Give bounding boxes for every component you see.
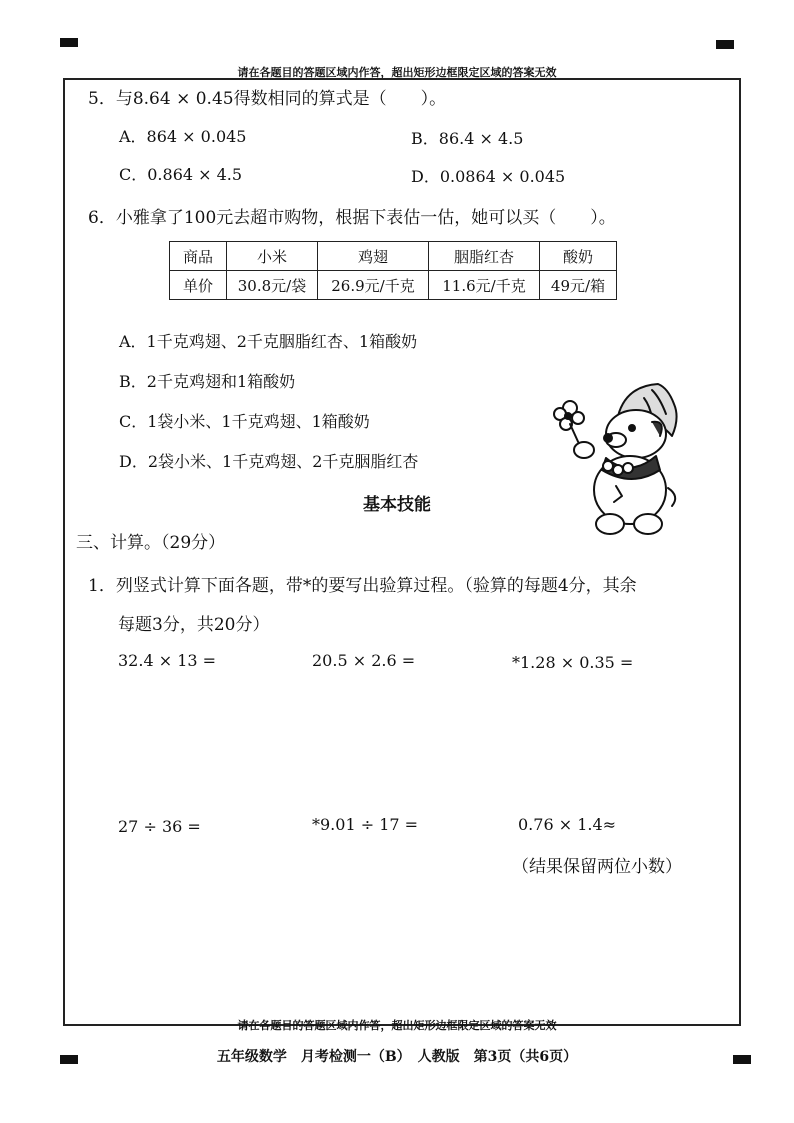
q6-option-b: B．2千克鸡翅和1箱酸奶 [119, 372, 296, 391]
expression-3: *1.28 × 0.35 = [512, 653, 634, 672]
question-6-stem: 6．小雅拿了100元去超市购物，根据下表估一估，她可以买（ ）。 [88, 208, 616, 228]
expression-5: *9.01 ÷ 17 = [312, 815, 419, 834]
q5-option-c: C．0.864 × 4.5 [119, 165, 243, 184]
table-cell: 小米 [227, 242, 318, 271]
header-notice: 请在各题目的答题区域内作答，超出矩形边框限定区域的答案无效 [237, 66, 557, 79]
registration-mark-top-right [716, 40, 734, 49]
expression-2: 20.5 × 2.6 = [312, 651, 416, 670]
expression-4: 27 ÷ 36 = [118, 817, 201, 836]
table-cell: 商品 [170, 242, 227, 271]
table-cell: 单价 [170, 271, 227, 300]
rounding-note: （结果保留两位小数） [512, 857, 682, 877]
q5-option-a: A．864 × 0.045 [119, 127, 247, 146]
table-cell: 胭脂红杏 [429, 242, 540, 271]
table-cell: 49元/箱 [540, 271, 617, 300]
footer-notice: 请在各题目的答题区域内作答，超出矩形边框限定区域的答案无效 [237, 1019, 557, 1032]
table-cell: 26.9元/千克 [318, 271, 429, 300]
table-cell: 11.6元/千克 [429, 271, 540, 300]
expression-6: 0.76 × 1.4≈ [518, 815, 617, 834]
table-cell: 酸奶 [540, 242, 617, 271]
registration-mark-top-left [60, 38, 78, 47]
part3-q1-instruction-line2: 每题3分，共20分） [118, 615, 270, 635]
table-cell: 30.8元/袋 [227, 271, 318, 300]
table-cell: 鸡翅 [318, 242, 429, 271]
page-footer: 五年级数学 月考检测一（B） 人教版 第3页（共6页） [216, 1049, 578, 1065]
q6-option-c: C．1袋小米、1千克鸡翅、1箱酸奶 [119, 412, 370, 431]
part3-heading: 三、计算。（29分） [76, 533, 226, 553]
question-5-stem: 5．与8.64 × 0.45得数相同的算式是（ ）。 [88, 89, 447, 109]
table-row [170, 271, 617, 300]
q5-option-b: B．86.4 × 4.5 [411, 129, 524, 148]
q5-option-d: D．0.0864 × 0.045 [411, 167, 566, 186]
q6-option-a: A．1千克鸡翅、2千克胭脂红杏、1箱酸奶 [119, 332, 418, 351]
part3-q1-instruction-line1: 1．列竖式计算下面各题，带*的要写出验算过程。（验算的每题4分，其余 [88, 576, 637, 596]
q6-option-d: D．2袋小米、1千克鸡翅、2千克胭脂红杏 [119, 452, 419, 471]
table-row [170, 242, 617, 271]
expression-1: 32.4 × 13 = [118, 651, 217, 670]
price-table [169, 241, 617, 300]
section-title: 基本技能 [363, 495, 431, 515]
